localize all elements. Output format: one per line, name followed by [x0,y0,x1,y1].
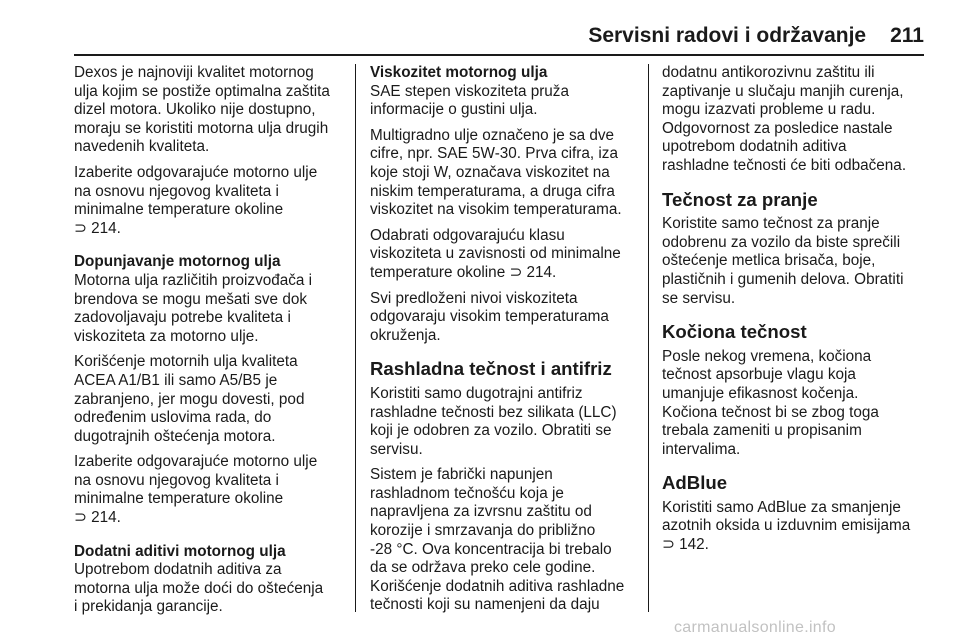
column-right [662,64,934,562]
paragraph: Sistem je fabrički napunjen rashladnom tečnošću koja je napravljena za izvrsnu zaštitu od korozije i smrzavanja do približno -28 °C. Ova koncentracija bi trebalo da se održava preko cele godine. Korišćenje dodatnih aditiva rashladne tečnosti koji su namenjeni da daju [370,466,625,614]
section-title: Servisni radovi i održavanje [588,24,867,47]
header-rule [74,54,924,56]
paragraph: dodatnu antikorozivnu zaštitu ili zaptivanje u slučaju manjih curenja, mogu izazvati probleme u radu. Odgovornost za posledice nastale upotrebom dodatnih aditiva rashladne tečnosti će biti odbačena. [662,64,907,174]
column-middle [370,64,642,622]
paragraph: Posle nekog vremena, kočiona tečnost apsorbuje vlagu koja umanjuje efikasnost kočenja. Kočiona tečnost bi se zbog toga trebala zameniti u propisanim intervalima. [662,347,879,458]
subheading-additives: Dodatni aditivi motornog ulja [74,542,286,560]
paragraph: Koristiti samo dugotrajni antifriz rashladne tečnosti bez silikata (LLC) koji je odobren za vozilo. Obratiti se servisu. [370,384,617,458]
page-header [588,24,924,48]
paragraph: Svi predloženi nivoi viskoziteta odgovaraju visokim temperaturama okruženja. [370,289,609,344]
column-divider [355,64,356,612]
column-left [74,64,346,624]
column-divider [648,64,649,612]
paragraph: Izaberite odgovarajuće motorno ulje na osnovu njegovog kvaliteta i minimalne temperature okoline ⊃ 214. [74,453,318,527]
paragraph: Odabrati odgovarajuću klasu viskoziteta u zavisnosti od minimalne temperature okoline ⊃ 214. [370,226,621,281]
paragraph: Izaberite odgovarajuće motorno ulje na osnovu njegovog kvaliteta i minimalne temperature okoline ⊃ 214. [74,163,318,237]
heading-brake-fluid: Kočiona tečnost [662,321,807,343]
paragraph: SAE stepen viskoziteta pruža informacije o gustini ulja. [370,82,569,119]
paragraph: Koristite samo tečnost za pranje odobrenu za vozilo da biste sprečili oštećenje metlica brisača, boje, plastičnih i gumenih delova. Obratiti se servisu. [662,215,904,307]
heading-adblue: AdBlue [662,472,728,494]
heading-washer-fluid: Tečnost za pranje [662,188,818,210]
paragraph: Dexos je najnoviji kvalitet motornog ulja kojim se postiže optimalna zaštita dizel motora. Ukoliko nije dostupno, moraju se koristiti motorna ulja drugih navedenih kvaliteta. [74,64,330,156]
paragraph: Upotrebom dodatnih aditiva za motorna ulja može doći do oštećenja i prekidanja garancije. [74,561,324,616]
heading-coolant: Rashladna tečnost i antifriz [370,358,612,380]
paragraph: Multigradno ulje označeno je sa dve cifre, npr. SAE 5W-30. Prva cifra, iza koje stoji W, označava viskozitet na niskim temperaturama, a druga cifra viskozitet na visokim temperaturama. [370,126,622,219]
watermark: carmanualsonline.info [674,619,836,636]
paragraph: Motorna ulja različitih proizvođača i brendova se mogu mešati sve dok zadovoljavaju potrebe kvaliteta i viskoziteta za motorno ulje. [74,271,313,345]
paragraph: Korišćenje motornih ulja kvaliteta ACEA A1/B1 ili samo A5/B5 je zabranjeno, jer mogu dovesti, pod određenim uslovima rada, do dugotrajnih oštećenja motora. [74,353,305,445]
paragraph: Koristiti samo AdBlue za smanjenje azotnih oksida u izduvnim emisijama ⊃ 142. [662,498,911,554]
subheading-topping-up: Dopunjavanje motornog ulja [74,253,281,271]
page-number: 211 [890,24,924,47]
subheading-viscosity: Viskozitet motornog ulja [370,64,548,81]
